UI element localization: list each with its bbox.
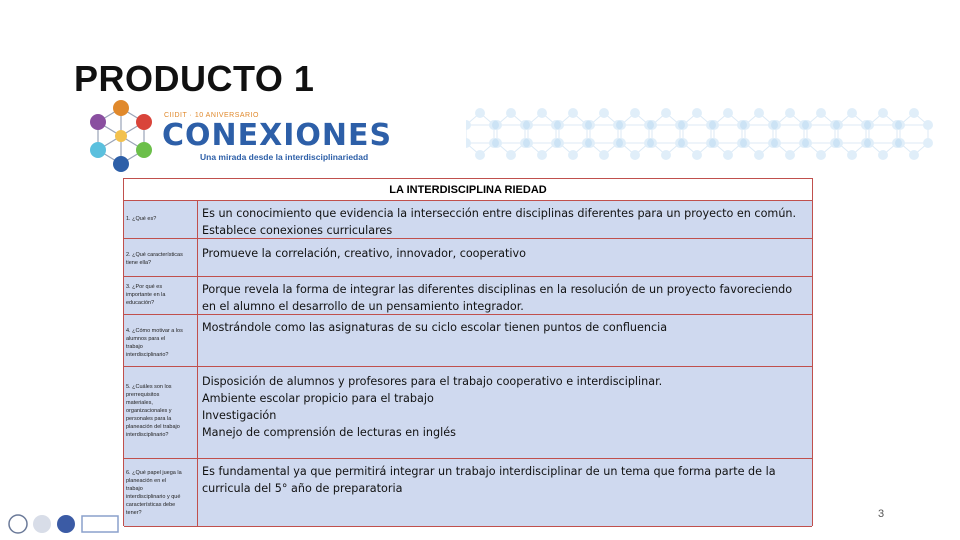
question-line: organizacionales y [126,408,172,414]
answer-line: Investigación [202,409,277,422]
answer-line: Es fundamental ya que permitirá integrar un trabajo interdisciplinar de un tema que forma parte de la [202,465,776,478]
page-number: 3 [878,508,885,520]
question-line: tener? [126,510,142,516]
answer-line: Ambiente escolar propicio para el trabajo [202,392,434,405]
question-cell [124,315,198,367]
conexiones-logo [80,96,393,176]
question-line: 2. ¿Qué características [126,252,183,258]
question-cell [124,367,198,459]
answer-line: curricula del 5° año de preparatoria [202,482,403,495]
slide-title: PRODUCTO 1 [74,58,315,99]
interdisciplinarity-table [123,178,813,526]
question-line: interdisciplinario? [126,352,169,358]
logo-wordmark: CONEXIONES [162,118,393,153]
answer-cell [198,315,812,367]
table-row [124,367,812,459]
question-line: alumnos para el [126,336,166,342]
answer-cell [198,459,812,527]
question-line: importante en la [126,292,166,298]
question-cell [124,459,198,527]
question-line: prerrequisitos [126,392,160,398]
question-line: educación? [126,300,155,306]
question-line: trabajo [126,344,143,350]
question-line: planeación del trabajo [126,424,180,430]
question-line: 6. ¿Qué papel juega la [126,470,182,476]
footer-logos-icon [4,510,124,538]
answer-line: Porque revela la forma de integrar las diferentes disciplinas en la resolución de un proyecto favoreciendo [202,283,793,296]
question-cell [124,201,198,239]
question-line: personales para la [126,416,172,422]
question-line: trabajo [126,486,143,492]
logo-subtitle: Una mirada desde la interdisciplinariedad [200,152,369,162]
answer-line: Es un conocimiento que evidencia la intersección entre disciplinas diferentes para un proyecto en común. [202,207,797,220]
question-line: 5. ¿Cuáles son los [126,384,172,390]
table-row [124,201,812,239]
answer-line: Manejo de comprensión de lecturas en inglés [202,426,456,439]
answer-cell [198,277,812,315]
answer-line: Establece conexiones curriculares [202,224,393,237]
question-line: 1. ¿Qué es? [126,216,157,222]
answer-cell [198,201,812,239]
answer-cell [198,239,812,277]
decorative-network-pattern [466,98,936,168]
table-header: LA INTERDISCIPLINA RIEDAD [124,179,812,201]
answer-cell [198,367,812,459]
question-line: interdisciplinario y qué [126,494,181,500]
question-cell [124,277,198,315]
question-line: tiene ella? [126,260,152,266]
question-line: planeación en el [126,478,167,484]
table-row [124,315,812,367]
question-line: características debe [126,502,176,508]
question-cell [124,239,198,277]
question-line: 4. ¿Cómo motivar a los [126,328,183,334]
answer-line: Mostrándole como las asignaturas de su ciclo escolar tienen puntos de confluencia [202,321,668,334]
answer-line: Disposición de alumnos y profesores para el trabajo cooperativo e interdisciplinar. [202,375,663,388]
question-line: materiales, [126,400,153,406]
answer-line: Promueve la correlación, creativo, innovador, cooperativo [202,247,526,260]
question-line: 3. ¿Por qué es [126,284,163,290]
answer-line: en el alumno el desarrollo de un pensamiento integrador. [202,300,524,313]
logo-tagline: CIIDIT · 10 ANIVERSARIO [164,112,260,119]
table-row [124,459,812,527]
table-row [124,239,812,277]
question-line: interdisciplinario? [126,432,169,438]
network-logo-icon [82,98,160,174]
table-row [124,277,812,315]
